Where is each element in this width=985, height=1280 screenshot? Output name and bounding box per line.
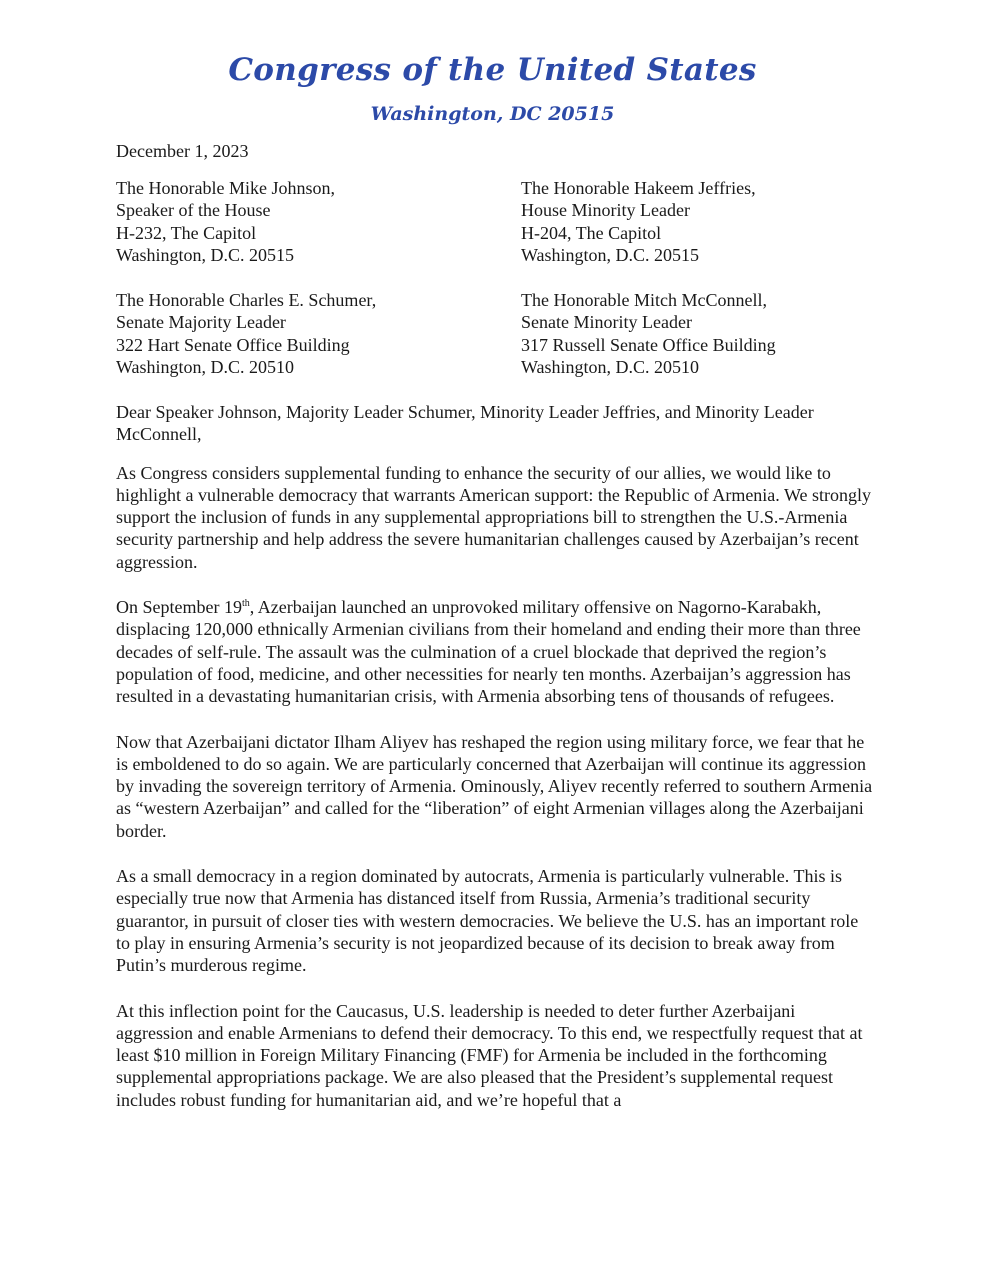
paragraph-3: Now that Azerbaijani dictator Ilham Aliyev has reshaped the region using military force, we fear that he is emboldened to do so again. We are particularly concerned that Azerbaijan will continue its aggression by invading the sovereign territory of Armenia. Ominously, Aliyev recently referred to southern Armenia as “western Azerbaijan” and called for the “liberation” of eight Armenian villages along the Azerbaijani border. (116, 731, 873, 841)
address-line: Washington, D.C. 20515 (116, 244, 295, 265)
address-line: The Honorable Charles E. Schumer, (116, 290, 377, 310)
ordinal-suffix: th (241, 598, 250, 610)
paragraph-2-rest: , Azerbaijan launched an unprovoked military offensive on Nagorno-Karabakh, displacing 120,000 ethnically Armenian civilians from their homeland and ending their more than three decades of self-rule. The assault was the culmination of a cruel blockade that deprived the region’s population of food, medicine, and other necessities for nearly ten months. Azerbaijan’s aggression has resulted in a devastating humanitarian crisis, with Armenia absorbing tens of thousands of refugees. (116, 597, 861, 707)
recipient-address-schumer (116, 289, 376, 378)
address-line: The Honorable Mike Johnson, (116, 178, 335, 198)
address-line: H-232, The Capitol (116, 222, 257, 243)
paragraph-4: As a small democracy in a region dominated by autocrats, Armenia is particularly vulnerable. This is especially true now that Armenia has distanced itself from Russia, Armenia’s traditional security guarantor, in pursuit of closer ties with western democracies. We believe the U.S. has an important role to play in ensuring Armenia’s security is not jeopardized because of its decision to break away from Putin’s murderous regime. (116, 866, 859, 976)
recipient-address-jeffries (521, 177, 756, 266)
address-line: Washington, D.C. 20515 (521, 244, 700, 265)
paragraph-2-start: On September 19 (116, 597, 242, 618)
address-line: Speaker of the House (116, 200, 271, 221)
letter-body (116, 401, 876, 1134)
address-line: Washington, D.C. 20510 (521, 356, 700, 377)
recipient-address-mcconnell (521, 289, 776, 378)
address-line: The Honorable Mitch McConnell, (521, 290, 767, 310)
recipient-address-johnson (116, 177, 335, 266)
letter-date: December 1, 2023 (116, 141, 249, 161)
address-line: 317 Russell Senate Office Building (521, 334, 776, 355)
paragraph-2 (116, 596, 876, 707)
paragraph-1: As Congress considers supplemental funding to enhance the security of our allies, we would like to highlight a vulnerable democracy that warrants American support: the Republic of Armenia. We strongly support the inclusion of funds in any supplemental appropriations bill to strengthen the U.S.-Armenia security partnership and help address the severe humanitarian challenges caused by Azerbaijan’s recent aggression. (116, 462, 872, 572)
address-line: H-204, The Capitol (521, 222, 662, 243)
address-line: The Honorable Hakeem Jeffries, (521, 178, 756, 198)
salutation: Dear Speaker Johnson, Majority Leader Schumer, Minority Leader Jeffries, and Minority Leader McConnell, (116, 402, 814, 445)
address-line: Senate Minority Leader (521, 312, 692, 333)
address-line: Washington, D.C. 20510 (116, 356, 295, 377)
paragraph-5: At this inflection point for the Caucasus, U.S. leadership is needed to deter further Azerbaijani aggression and enable Armenians to defend their democracy. To this end, we respectfully request that at least $10 million in Foreign Military Financing (FMF) for Armenia be included in the forthcoming supplemental appropriations package. We are also pleased that the President’s supplemental request includes robust funding for humanitarian aid, and we’re hopeful that a (116, 1000, 863, 1110)
address-line: House Minority Leader (521, 200, 690, 221)
address-line: Senate Majority Leader (116, 312, 286, 333)
letterhead-location: Washington, DC 20515 (370, 103, 615, 125)
address-line: 322 Hart Senate Office Building (116, 334, 350, 355)
letterhead-title: Congress of the United States (228, 52, 757, 88)
